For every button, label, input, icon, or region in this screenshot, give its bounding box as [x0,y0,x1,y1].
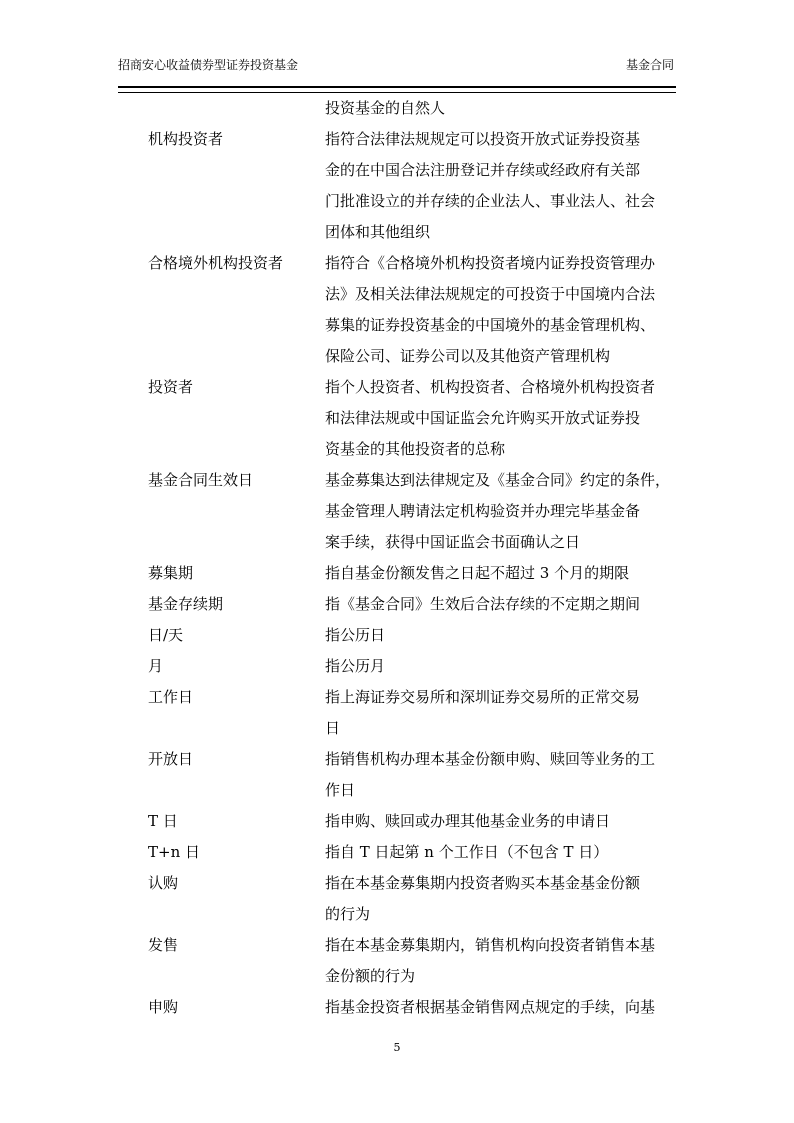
definition-term: 机构投资者 [148,130,224,148]
definition-line: 门批准设立的并存续的企业法人、事业法人、社会 [325,192,656,210]
definition-term: 工作日 [148,688,194,706]
definition-term: 基金存续期 [148,595,224,613]
definition-description [325,930,677,992]
definition-line: 指上海证券交易所和深圳证券交易所的正常交易 [325,688,641,706]
definition-row [0,465,794,558]
definition-term: 月 [148,657,164,675]
definition-line: 指符合法律法规规定可以投资开放式证券投资基 [325,130,641,148]
definition-description [325,620,677,651]
definition-term: 申购 [148,998,179,1016]
definition-row [0,589,794,620]
definition-line: 金的在中国合法注册登记并存续或经政府有关部 [325,161,641,179]
definition-row [0,651,794,682]
definition-line: 指个人投资者、机构投资者、合格境外机构投资者 [325,378,656,396]
definition-line: 指自基金份额发售之日起不超过 3 个月的期限 [325,564,630,582]
page-number: 5 [393,1041,401,1054]
definition-row [0,124,794,248]
definition-term: 开放日 [148,750,194,768]
definition-description [325,124,677,248]
page-header [118,56,674,74]
definition-line: 法》及相关法律法规规定的可投资于中国境内合法 [325,285,656,303]
definition-row [0,372,794,465]
definition-term: T 日 [148,812,178,830]
definition-row [0,248,794,372]
definition-line: 团体和其他组织 [325,223,431,241]
definition-row [0,868,794,930]
definitions-list [0,93,794,1023]
definition-term: 基金合同生效日 [148,471,254,489]
definition-description [325,868,677,930]
definition-line: 指申购、赎回或办理其他基金业务的申请日 [325,812,611,830]
definition-row [0,558,794,589]
definition-term: 日/天 [148,626,184,644]
definition-term: 投资者 [148,378,194,396]
definition-description [325,682,677,744]
definition-term: 募集期 [148,564,194,582]
definition-description [325,589,677,620]
definition-row [0,992,794,1023]
definition-line: 投资基金的自然人 [325,99,446,117]
definition-term: 发售 [148,936,179,954]
header-fund-name: 招商安心收益债券型证券投资基金 [118,58,299,72]
definition-description [325,806,677,837]
definition-line: 指在本基金募集期内投资者购买本基金基金份额 [325,874,641,892]
definition-description [325,744,677,806]
header-rule-thick [118,86,676,88]
definition-line: 和法律法规或中国证监会允许购买开放式证券投 [325,409,641,427]
definition-description [325,372,677,465]
definition-line: 基金募集达到法律规定及《基金合同》约定的条件， [325,471,671,489]
definition-description [325,248,677,372]
definition-description [325,837,677,868]
definition-line: 指自 T 日起第 n 个工作日（不包含 T 日） [325,843,609,861]
definition-row [0,806,794,837]
definition-line: 金份额的行为 [325,967,416,985]
definition-line: 指符合《合格境外机构投资者境内证券投资管理办 [325,254,656,272]
definition-line: 的行为 [325,905,371,923]
definition-line: 指《基金合同》生效后合法存续的不定期之期间 [325,595,641,613]
definition-line: 基金管理人聘请法定机构验资并办理完毕基金备 [325,502,641,520]
definition-line: 案手续，获得中国证监会书面确认之日 [325,533,581,551]
definition-row [0,682,794,744]
definition-row [0,620,794,651]
definition-description [325,465,677,558]
definition-term: 认购 [148,874,179,892]
definition-line: 指在本基金募集期内，销售机构向投资者销售本基 [325,936,656,954]
definition-line: 作日 [325,781,356,799]
definition-row [0,837,794,868]
definition-description [325,93,677,124]
definition-description [325,992,677,1023]
definition-line: 指公历日 [325,626,386,644]
header-document-type: 基金合同 [625,58,674,72]
definition-line: 指基金投资者根据基金销售网点规定的手续，向基 [325,998,656,1016]
definition-line: 保险公司、证券公司以及其他资产管理机构 [325,347,611,365]
definition-row [0,744,794,806]
definition-row [0,93,794,124]
definition-line: 募集的证券投资基金的中国境外的基金管理机构、 [325,316,656,334]
definition-row [0,930,794,992]
definition-description [325,651,677,682]
definition-description [325,558,677,589]
definition-line: 指公历月 [325,657,386,675]
definition-line: 日 [325,719,341,737]
definition-term: 合格境外机构投资者 [148,254,284,272]
definition-line: 资基金的其他投资者的总称 [325,440,506,458]
definition-line: 指销售机构办理本基金份额申购、赎回等业务的工 [325,750,656,768]
definition-term: T+n 日 [148,843,201,861]
